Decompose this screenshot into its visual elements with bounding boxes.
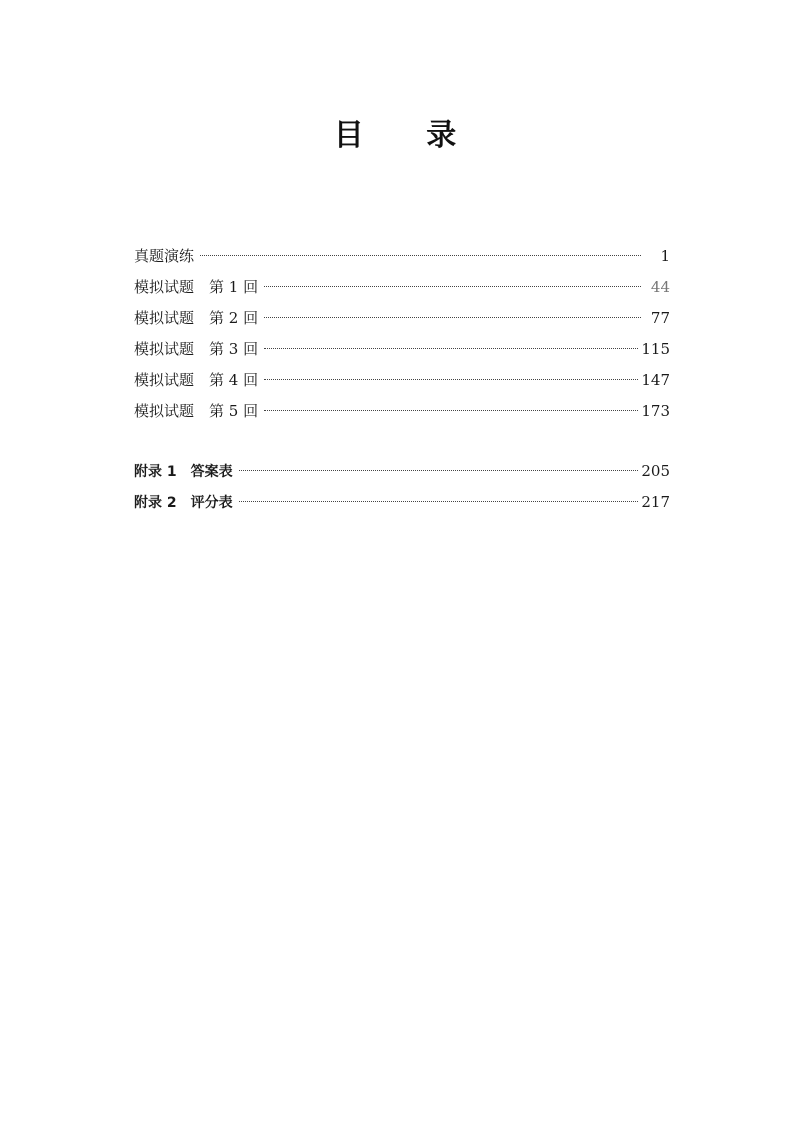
toc-entry-page: 77 xyxy=(650,309,670,327)
toc-entry-mock-test-3[interactable] xyxy=(134,334,670,365)
dot-leader xyxy=(239,501,639,502)
toc-entry-label: 附录 2 评分表 xyxy=(134,495,233,511)
toc-appendix-section xyxy=(134,456,670,518)
dot-leader xyxy=(264,379,638,380)
toc-entry-page: 205 xyxy=(641,462,670,480)
toc-entry-mock-test-2[interactable] xyxy=(134,303,670,334)
toc-entry-label: 模拟试题 第 2 回 xyxy=(134,309,259,327)
toc-entry-mock-test-5[interactable] xyxy=(134,396,670,427)
toc-entry-mock-test-1[interactable] xyxy=(134,272,670,303)
toc-entry-appendix-2[interactable] xyxy=(134,487,670,518)
toc-entry-page: 217 xyxy=(641,493,670,511)
toc-entry-label: 模拟试题 第 1 回 xyxy=(134,278,259,296)
dot-leader xyxy=(264,410,638,411)
toc-entry-page: 147 xyxy=(641,371,670,389)
dot-leader xyxy=(200,255,641,256)
toc-entry-mock-test-4[interactable] xyxy=(134,365,670,396)
toc-entry-page: 173 xyxy=(641,402,670,420)
toc-entry-page: 115 xyxy=(641,340,670,358)
toc-entry-real-exam-practice[interactable] xyxy=(134,241,670,272)
toc-entry-page: 44 xyxy=(650,278,670,296)
dot-leader xyxy=(264,348,638,349)
toc-entry-label: 模拟试题 第 3 回 xyxy=(134,340,259,358)
toc-entry-label: 模拟试题 第 5 回 xyxy=(134,402,259,420)
toc-entry-label: 模拟试题 第 4 回 xyxy=(134,371,259,389)
dot-leader xyxy=(239,470,639,471)
page-title: 目 录 xyxy=(333,118,483,153)
toc-main-section xyxy=(134,241,670,427)
toc-entry-page: 1 xyxy=(660,247,670,265)
toc-entry-appendix-1[interactable] xyxy=(134,456,670,487)
toc-entry-label: 附录 1 答案表 xyxy=(134,464,233,480)
dot-leader xyxy=(264,286,641,287)
toc-entry-label: 真题演练 xyxy=(134,247,195,265)
table-of-contents xyxy=(134,241,670,518)
dot-leader xyxy=(264,317,641,318)
